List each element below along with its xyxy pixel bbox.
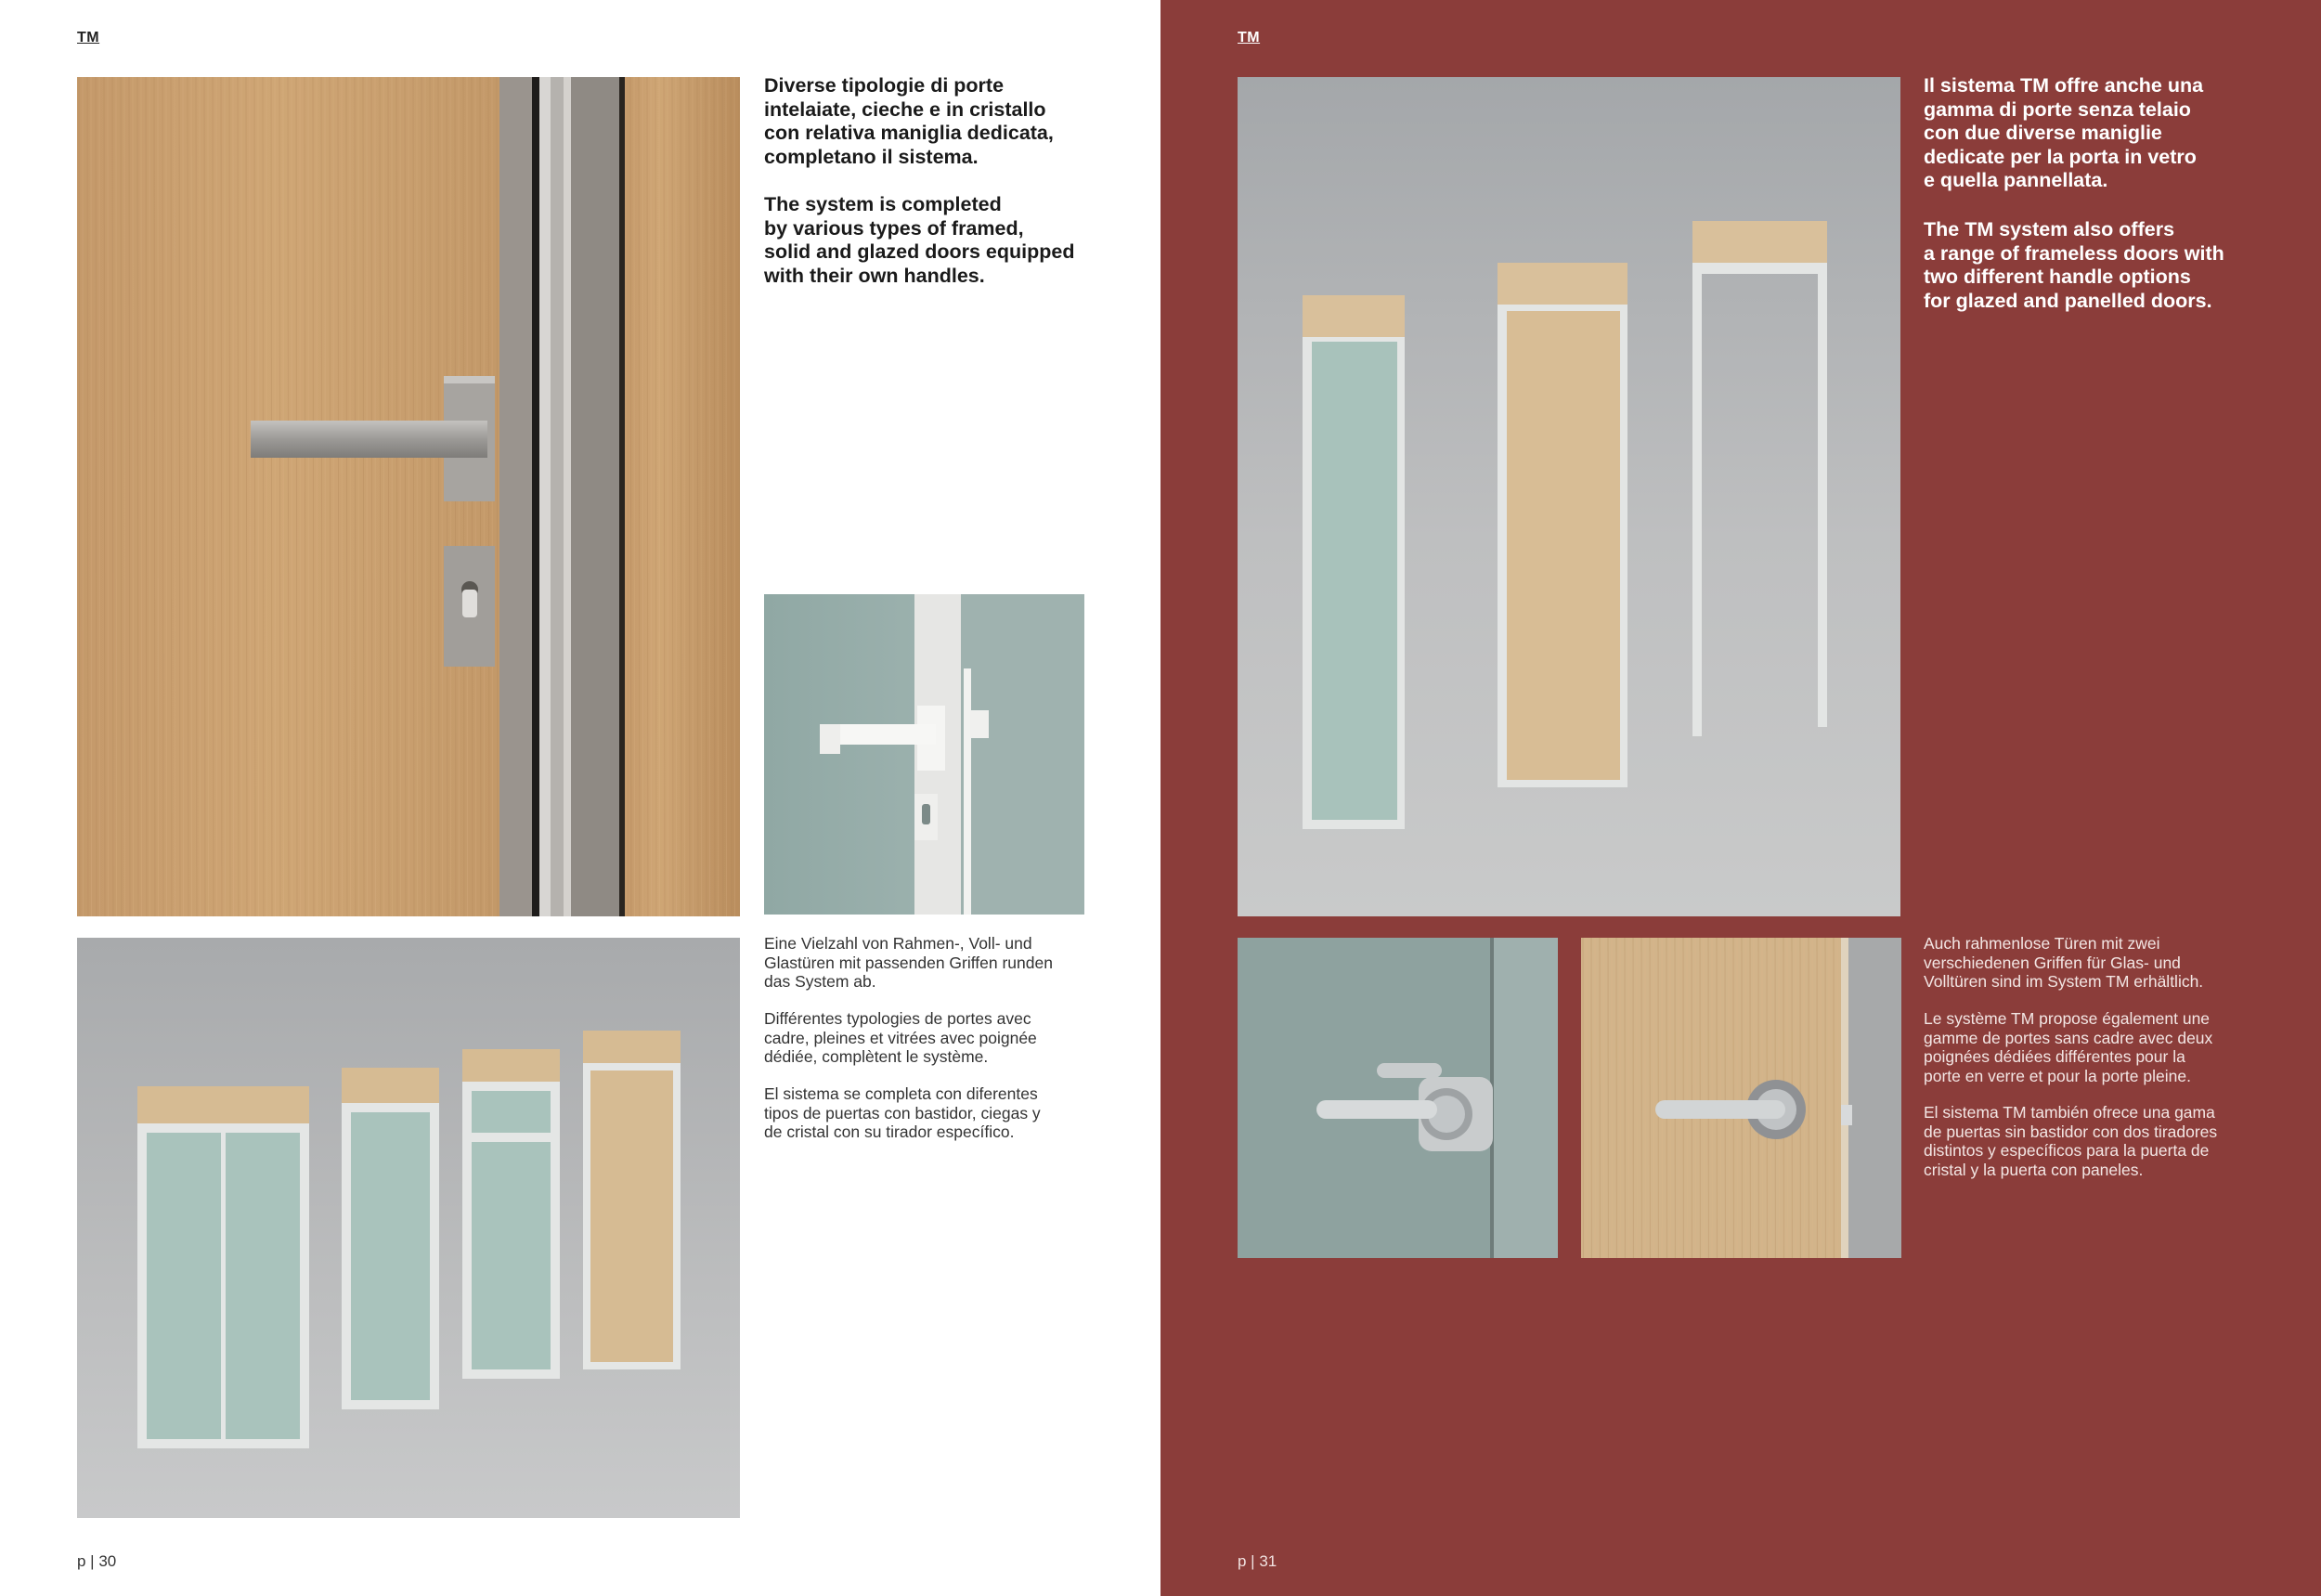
heading-english: The TM system also offers a range of frameless doors with two different handle options for glazed and panelled doors.	[1924, 218, 2224, 312]
photo-white-handle-glass-door	[764, 594, 1084, 915]
heading-italian: Il sistema TM offre anche una gamma di porte senza telaio con due diverse maniglie dedicate per la porta in vetro e quella pannellata.	[1924, 74, 2204, 191]
photo-four-framed-doors	[77, 938, 740, 1518]
paragraph-spanish: El sistema se completa con diferentes tipos de puertas con bastidor, ciegas y de cristal con su tirador específico.	[764, 1084, 1041, 1141]
page-number: p | 30	[77, 1552, 117, 1570]
paragraph-spanish: El sistema TM también ofrece una gama de puertas sin bastidor con dos tiradores distintos y específicos para la puerta de cristal y la puerta con paneles.	[1924, 1103, 2218, 1179]
photo-glass-door-lever	[1238, 938, 1558, 1258]
paragraph-german: Eine Vielzahl von Rahmen-, Voll- und Glastüren mit passenden Griffen runden das System ab.	[764, 934, 1053, 991]
paragraph-german: Auch rahmenlose Türen mit zwei verschiedenen Griffen für Glas- und Volltüren sind im System TM erhältlich.	[1924, 934, 2204, 991]
brand-label: TM	[1238, 30, 1261, 45]
brand-label: TM	[77, 30, 100, 45]
right-page	[1160, 0, 2321, 1596]
heading-english: The system is completed by various types of framed, solid and glazed doors equipped with their own handles.	[764, 193, 1075, 287]
heading-italian: Diverse tipologie di porte intelaiate, cieche e in cristallo con relativa maniglia dedicata, completano il sistema.	[764, 74, 1054, 168]
page-number: p | 31	[1238, 1552, 1277, 1570]
photo-wood-door-lever	[1581, 938, 1901, 1258]
paragraph-french: Le système TM propose également une gamme de portes sans cadre avec deux poignées dédiées différentes pour la porte en verre et pour la porte pleine.	[1924, 1009, 2213, 1085]
left-page	[0, 0, 1160, 1596]
paragraph-french: Différentes typologies de portes avec cadre, pleines et vitrées avec poignée dédiée, complètent le système.	[764, 1009, 1037, 1066]
photo-three-frameless-doors	[1238, 77, 1900, 916]
photo-wood-door-handle	[77, 77, 740, 916]
